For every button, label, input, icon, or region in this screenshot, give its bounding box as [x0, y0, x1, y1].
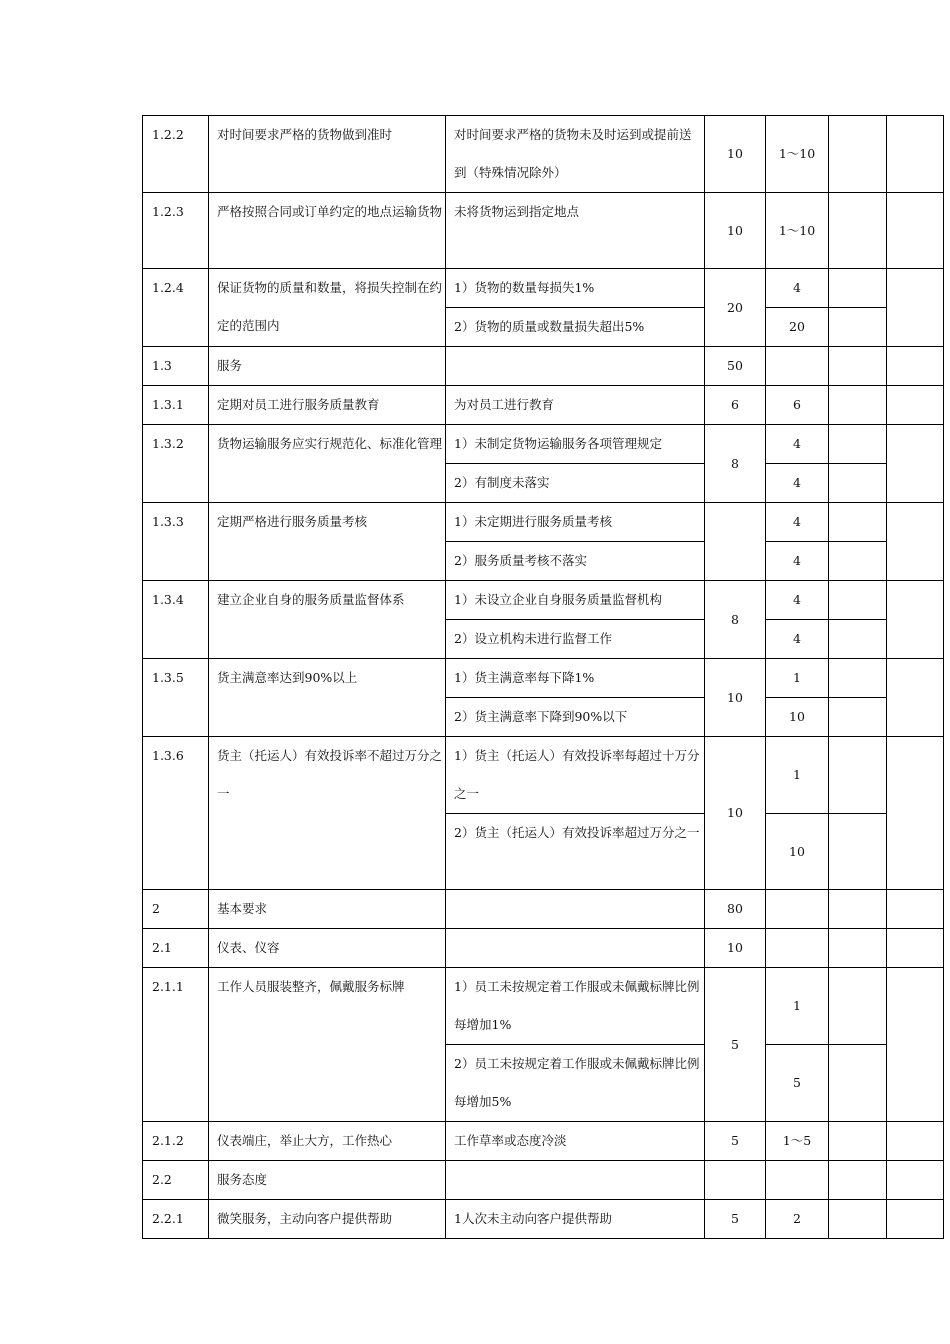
table-cell: 5: [705, 1122, 766, 1161]
table-cell: 定期对员工进行服务质量教育: [209, 386, 446, 425]
table-cell: 为对员工进行教育: [446, 386, 705, 425]
table-cell: 4: [766, 425, 829, 464]
table-row: [143, 269, 944, 308]
table-cell: 1.3.6: [143, 737, 209, 890]
table-cell: 2.2.1: [143, 1200, 209, 1239]
table-cell: 4: [766, 503, 829, 542]
table-cell: 1.2.4: [143, 269, 209, 347]
table-cell: 10: [705, 737, 766, 890]
table-cell: [829, 890, 887, 929]
table-cell: [829, 698, 887, 737]
table-cell: [766, 347, 829, 386]
table-row: [143, 1122, 944, 1161]
table-cell: 1.3.5: [143, 659, 209, 737]
table-cell: 4: [766, 269, 829, 308]
table-row: [143, 890, 944, 929]
table-cell: 2: [766, 1200, 829, 1239]
table-cell: 10: [766, 698, 829, 737]
table-cell: [887, 968, 944, 1122]
table-cell: [829, 542, 887, 581]
scoring-table: [142, 115, 944, 1239]
table-cell: [887, 503, 944, 581]
table-cell: 1: [766, 968, 829, 1045]
table-cell: 4: [766, 620, 829, 659]
table-cell: 6: [705, 386, 766, 425]
table-cell: [446, 347, 705, 386]
table-cell: [446, 1161, 705, 1200]
table-row: [143, 503, 944, 542]
table-cell: [829, 308, 887, 347]
table-cell: [887, 425, 944, 503]
table-cell: 2.1.2: [143, 1122, 209, 1161]
table-cell: 1.3.1: [143, 386, 209, 425]
table-cell: 1人次未主动向客户提供帮助: [446, 1200, 705, 1239]
table-cell: 2.2: [143, 1161, 209, 1200]
table-cell: 1～10: [766, 116, 829, 193]
table-cell: [446, 890, 705, 929]
table-cell: 2）有制度未落实: [446, 464, 705, 503]
table-cell: [829, 269, 887, 308]
table-cell: 5: [705, 968, 766, 1122]
table-cell: [887, 386, 944, 425]
table-cell: [766, 1161, 829, 1200]
table-cell: 10: [705, 659, 766, 737]
table-cell: [887, 581, 944, 659]
table-cell: 对时间要求严格的货物做到准时: [209, 116, 446, 193]
table-cell: 2.1.1: [143, 968, 209, 1122]
table-cell: [887, 347, 944, 386]
table-cell: 建立企业自身的服务质量监督体系: [209, 581, 446, 659]
table-cell: [766, 929, 829, 968]
table-cell: 4: [766, 581, 829, 620]
table-row: [143, 581, 944, 620]
table-cell: 仪表、仪容: [209, 929, 446, 968]
table-cell: [887, 1161, 944, 1200]
table-cell: [829, 1045, 887, 1122]
table-cell: [766, 890, 829, 929]
table-cell: 1）未制定货物运输服务各项管理规定: [446, 425, 705, 464]
table-cell: 保证货物的质量和数量，将损失控制在约定的范围内: [209, 269, 446, 347]
table-cell: 货主满意率达到90%以上: [209, 659, 446, 737]
table-cell: 1.2.3: [143, 193, 209, 269]
table-cell: [887, 116, 944, 193]
table-cell: [829, 968, 887, 1045]
table-cell: 定期严格进行服务质量考核: [209, 503, 446, 581]
table-cell: 未将货物运到指定地点: [446, 193, 705, 269]
table-cell: 1～10: [766, 193, 829, 269]
table-cell: 1.3.3: [143, 503, 209, 581]
table-row: [143, 425, 944, 464]
table-cell: 1）货物的数量每损失1%: [446, 269, 705, 308]
table-cell: [829, 386, 887, 425]
table-cell: 基本要求: [209, 890, 446, 929]
table-cell: [887, 890, 944, 929]
table-cell: [829, 116, 887, 193]
table-cell: 2）员工未按规定着工作服或未佩戴标牌比例每增加5%: [446, 1045, 705, 1122]
table-cell: [829, 814, 887, 890]
table-row: [143, 193, 944, 231]
table-cell: 对时间要求严格的货物未及时运到或提前送到（特殊情况除外）: [446, 116, 705, 193]
table-row: [143, 737, 944, 776]
table-cell: [887, 193, 944, 269]
table-cell: 1）未定期进行服务质量考核: [446, 503, 705, 542]
table-cell: [446, 929, 705, 968]
table-row: [143, 659, 944, 698]
table-cell: 2: [143, 890, 209, 929]
table-cell: 1）未设立企业自身服务质量监督机构: [446, 581, 705, 620]
table-cell: [829, 425, 887, 464]
table-cell: 微笑服务，主动向客户提供帮助: [209, 1200, 446, 1239]
table-cell: 工作草率或态度冷淡: [446, 1122, 705, 1161]
table-cell: [829, 659, 887, 698]
table-cell: 80: [705, 890, 766, 929]
table-cell: [829, 581, 887, 620]
table-cell: [829, 929, 887, 968]
table-cell: 4: [766, 542, 829, 581]
table-cell: 货主（托运人）有效投诉率不超过万分之一: [209, 737, 446, 890]
table-cell: 20: [766, 308, 829, 347]
table-cell: 1.3.4: [143, 581, 209, 659]
table-cell: [829, 1122, 887, 1161]
table-cell: [829, 464, 887, 503]
table-cell: [887, 929, 944, 968]
table-cell: 1: [766, 737, 829, 814]
table-cell: 2）服务质量考核不落实: [446, 542, 705, 581]
table-cell: 1）员工未按规定着工作服或未佩戴标牌比例每增加1%: [446, 968, 705, 1045]
table-row: [143, 116, 944, 155]
table-cell: 1.2.2: [143, 116, 209, 193]
table-cell: 8: [705, 581, 766, 659]
table-cell: [829, 620, 887, 659]
table-cell: 1.3: [143, 347, 209, 386]
table-cell: 50: [705, 347, 766, 386]
table-cell: [705, 503, 766, 581]
table-cell: [705, 1161, 766, 1200]
table-cell: [829, 347, 887, 386]
table-cell: [829, 503, 887, 542]
table-row: [143, 968, 944, 1007]
table-cell: [829, 1161, 887, 1200]
table-cell: 10: [705, 929, 766, 968]
scoring-table-body: [143, 116, 944, 1239]
table-cell: 2）货主（托运人）有效投诉率超过万分之一: [446, 814, 705, 890]
table-cell: 4: [766, 464, 829, 503]
table-cell: 1: [766, 659, 829, 698]
table-cell: 8: [705, 425, 766, 503]
table-cell: [887, 737, 944, 890]
table-cell: 工作人员服装整齐，佩戴服务标牌: [209, 968, 446, 1122]
table-row: [143, 1161, 944, 1200]
table-cell: 1）货主（托运人）有效投诉率每超过十万分之一: [446, 737, 705, 814]
table-cell: 2.1: [143, 929, 209, 968]
table-cell: 5: [705, 1200, 766, 1239]
table-cell: 货物运输服务应实行规范化、标准化管理: [209, 425, 446, 503]
table-row: [143, 1200, 944, 1239]
table-cell: 10: [705, 116, 766, 193]
table-cell: 5: [766, 1045, 829, 1122]
table-cell: 6: [766, 386, 829, 425]
table-cell: 2）货主满意率下降到90%以下: [446, 698, 705, 737]
table-cell: 10: [705, 193, 766, 269]
table-cell: 10: [766, 814, 829, 890]
table-cell: [887, 1200, 944, 1239]
table-cell: [829, 737, 887, 814]
table-row: [143, 386, 944, 425]
table-cell: 1.3.2: [143, 425, 209, 503]
table-cell: [829, 193, 887, 269]
table-cell: 1）货主满意率每下降1%: [446, 659, 705, 698]
table-cell: [887, 659, 944, 737]
table-cell: 服务态度: [209, 1161, 446, 1200]
table-cell: [887, 269, 944, 347]
table-cell: 1～5: [766, 1122, 829, 1161]
table-cell: 20: [705, 269, 766, 347]
table-cell: [887, 1122, 944, 1161]
table-cell: [829, 1200, 887, 1239]
table-row: [143, 347, 944, 386]
table-cell: 服务: [209, 347, 446, 386]
table-row: [143, 929, 944, 968]
table-cell: 2）货物的质量或数量损失超出5%: [446, 308, 705, 347]
table-cell: 严格按照合同或订单约定的地点运输货物: [209, 193, 446, 269]
table-cell: 仪表端庄，举止大方，工作热心: [209, 1122, 446, 1161]
table-cell: 2）设立机构未进行监督工作: [446, 620, 705, 659]
